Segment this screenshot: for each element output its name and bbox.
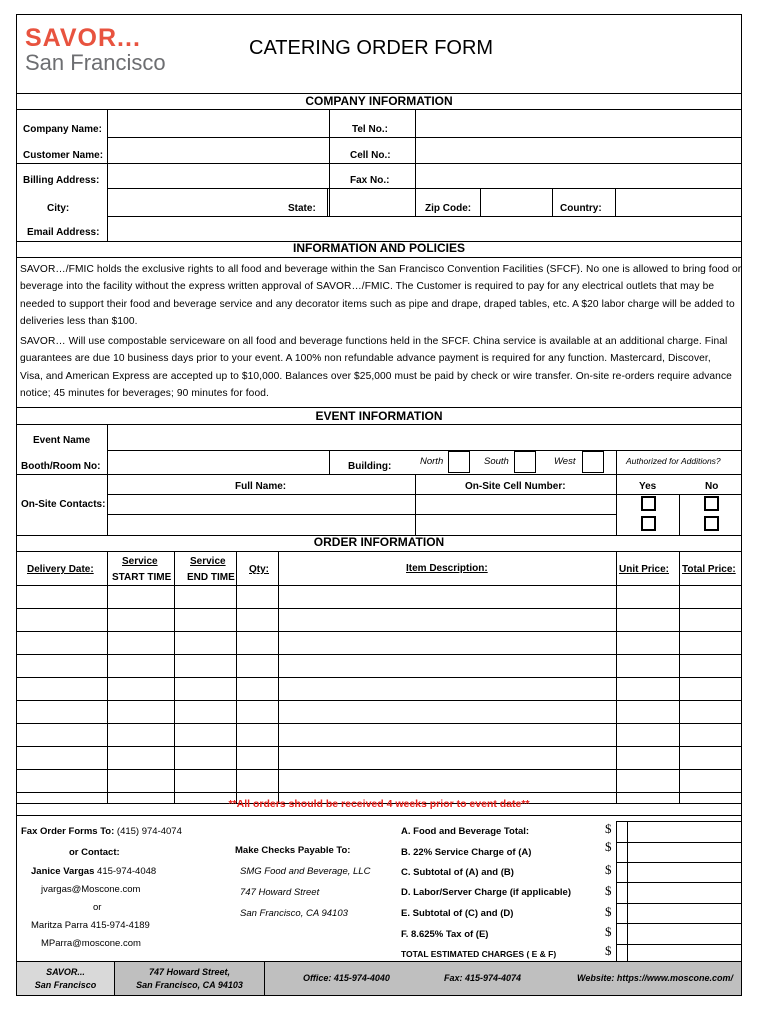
dollar-sign: $ <box>605 943 612 958</box>
total-a-field[interactable] <box>629 823 739 840</box>
service-end-header-1: Service <box>190 556 226 567</box>
totals-line <box>616 821 741 822</box>
row-line <box>107 137 741 138</box>
total-g-label: TOTAL ESTIMATED CHARGES ( E & F) <box>401 949 557 959</box>
dollar-sign: $ <box>605 924 612 939</box>
dollar-sign: $ <box>605 904 612 919</box>
authorized-label: Authorized for Additions? <box>626 456 721 466</box>
footer-bar <box>17 961 741 995</box>
col-line <box>107 110 108 241</box>
company-heading: COMPANY INFORMATION <box>17 93 741 110</box>
south-label: South <box>484 456 509 467</box>
page-title: CATERING ORDER FORM <box>249 37 494 59</box>
totals-line <box>616 923 741 924</box>
total-a-label: A. Food and Beverage Total: <box>401 826 530 837</box>
policy-paragraph-1: SAVOR…/FMIC holds the exclusive rights to all food and beverage within the San Francisco Convention Facilities (SFCF). No one is allowed to bring food or beverage into the facility without the express written approval of SAVOR…/FMIC. The Customer is required to pay for any electrical outlets that may be needed to support their food and beverage service and any decorator items such as pipe and drape, draped tables, etc. A $20 labor charge will be added to deliveries less than $100. <box>20 264 742 328</box>
col-line <box>107 425 108 535</box>
footer-address-line2: San Francisco, CA 94103 <box>136 980 243 990</box>
order-col-line <box>278 552 279 803</box>
checks-payable: Make Checks Payable To: <box>235 845 351 856</box>
order-row-line <box>17 631 741 632</box>
policy-paragraph-2: SAVOR… Will use compostable serviceware on all food and beverage functions held in the SFCF. China service is available at an additional charge. Final guarantees are due 10 business days prior to your event. A 100% non refundable advance payment is required for any function. Mastercard, Discover, Visa, and American Express are accepted up to $10,000. Balances over $25,000 must be paid by check or wire transfer. On-site re-orders require advance notice; 45 minutes for beverages; 90 minutes for food. <box>20 336 732 400</box>
dollar-sign: $ <box>605 883 612 898</box>
total-price-header: Total Price: <box>682 564 736 575</box>
service-start-header-1: Service <box>122 556 158 567</box>
billing-label: Billing Address: <box>23 175 100 186</box>
order-col-line <box>236 552 237 803</box>
logo-sf: San Francisco <box>25 50 166 75</box>
order-heading: ORDER INFORMATION <box>17 535 741 552</box>
city-label: City: <box>47 203 70 214</box>
no-label: No <box>705 481 719 492</box>
totals-line <box>616 882 741 883</box>
company-name-label: Company Name: <box>23 124 102 135</box>
maritza-email: MParra@moscone.com <box>41 938 141 949</box>
order-row-line <box>17 654 741 655</box>
no-checkbox-2[interactable] <box>704 516 719 531</box>
tel-label: Tel No.: <box>352 124 388 135</box>
janice-name: Janice Vargas <box>31 866 95 877</box>
delivery-date-header: Delivery Date: <box>27 564 94 575</box>
order-col-line <box>174 552 175 803</box>
footer-fax: Fax: 415-974-4074 <box>444 973 522 983</box>
col-line <box>415 474 416 535</box>
cell-label: Cell No.: <box>350 150 391 161</box>
or-text: or <box>93 902 102 913</box>
onsite-contacts-label: On-Site Contacts: <box>21 499 106 510</box>
row-line <box>107 494 741 495</box>
totals-line <box>616 842 741 843</box>
maritza-line: Maritza Parra 415-974-4189 <box>31 920 150 931</box>
fax-field[interactable] <box>418 166 738 186</box>
dollar-sign: $ <box>605 862 612 877</box>
booth-label: Booth/Room No: <box>21 461 101 472</box>
west-checkbox[interactable] <box>582 451 604 473</box>
fax-order-number: (415) 974-4074 <box>116 826 182 837</box>
totals-col-line <box>616 821 617 961</box>
north-label: North <box>420 456 444 467</box>
order-row-line <box>17 746 741 747</box>
footer-address <box>115 962 265 995</box>
col-line <box>327 188 328 216</box>
item-description-header: Item Description: <box>406 563 488 574</box>
unit-price-header: Unit Price: <box>619 564 670 575</box>
janice-email: jvargas@Moscone.com <box>41 884 141 895</box>
order-col-line <box>616 552 617 803</box>
dollar-sign: $ <box>605 821 612 836</box>
footer-website[interactable]: Website: https://www.moscone.com/ <box>577 973 734 983</box>
payee-name: SMG Food and Beverage, LLC <box>240 866 371 877</box>
building-label: Building: <box>348 461 392 472</box>
country-label: Country: <box>560 203 602 214</box>
janice-line <box>31 866 156 877</box>
col-line <box>616 450 617 535</box>
yes-label: Yes <box>639 481 657 492</box>
qty-header: Qty: <box>249 564 269 575</box>
total-b-label: B. 22% Service Charge of (A) <box>401 847 532 858</box>
event-name-label: Event Name <box>33 435 91 446</box>
footer-savor <box>17 962 115 995</box>
booth-field[interactable] <box>110 453 326 472</box>
order-row-line <box>17 723 741 724</box>
totals-line <box>616 862 741 863</box>
order-row-line <box>17 585 741 586</box>
yes-checkbox-1[interactable] <box>641 496 656 511</box>
logo <box>25 25 195 85</box>
policies-heading: INFORMATION AND POLICIES <box>17 241 741 258</box>
total-e-label: E. Subtotal of (C) and (D) <box>401 908 514 919</box>
order-row-line <box>17 677 741 678</box>
service-end-header-2: END TIME <box>187 572 235 583</box>
onsite-cell-label: On-Site Cell Number: <box>465 481 566 492</box>
col-line <box>329 450 330 474</box>
footer-top-line <box>17 815 741 816</box>
order-row-line <box>17 769 741 770</box>
order-row-line <box>17 792 741 793</box>
order-row-line <box>17 608 741 609</box>
total-c-label: C. Subtotal of (A) and (B) <box>401 867 514 878</box>
col-line <box>552 188 553 216</box>
footer-savor-line2: San Francisco <box>34 980 97 990</box>
customer-name-field[interactable] <box>110 140 326 161</box>
payee-street: 747 Howard Street <box>240 887 320 898</box>
footer-savor-line1: SAVOR... <box>46 967 85 977</box>
fax-label: Fax No.: <box>350 175 390 186</box>
totals-col-line <box>627 821 628 961</box>
yes-checkbox-2[interactable] <box>641 516 656 531</box>
north-checkbox[interactable] <box>448 451 470 473</box>
total-g-field[interactable] <box>629 946 739 960</box>
fax-order-line <box>21 826 182 837</box>
zip-label: Zip Code: <box>425 203 472 214</box>
full-name-label: Full Name: <box>235 481 287 492</box>
fax-order-label: Fax Order Forms To: <box>21 826 115 837</box>
order-notice: **All orders should be received 4 weeks prior to event date** <box>228 798 530 810</box>
or-contact: or Contact: <box>69 847 120 858</box>
row-line <box>107 188 741 189</box>
order-row-line <box>17 700 741 701</box>
row-line <box>107 450 741 451</box>
row-line <box>17 474 741 475</box>
totals-line <box>616 944 741 945</box>
billing-field[interactable] <box>110 166 326 186</box>
email-field[interactable] <box>110 219 738 239</box>
row-line <box>107 216 741 217</box>
email-label: Email Address: <box>27 227 100 238</box>
event-name-field[interactable] <box>110 428 738 448</box>
tel-field[interactable] <box>418 114 738 135</box>
logo-savor: SAVOR... <box>25 24 141 52</box>
janice-phone: 415-974-4048 <box>97 866 157 877</box>
company-name-field[interactable] <box>110 114 326 135</box>
col-line <box>615 188 616 216</box>
event-heading: EVENT INFORMATION <box>17 407 741 425</box>
cell-field[interactable] <box>418 140 738 161</box>
south-checkbox[interactable] <box>514 451 536 473</box>
no-checkbox-1[interactable] <box>704 496 719 511</box>
dollar-sign: $ <box>605 839 612 854</box>
footer-office: Office: 415-974-4040 <box>303 973 390 983</box>
total-d-label: D. Labor/Server Charge (if applicable) <box>401 887 571 898</box>
totals-line <box>616 903 741 904</box>
col-line <box>679 494 680 535</box>
catering-order-form <box>16 14 742 996</box>
order-col-line <box>107 552 108 803</box>
col-line <box>415 110 416 216</box>
total-f-label: F. 8.625% Tax of (E) <box>401 929 489 940</box>
row-line <box>17 163 741 164</box>
footer-address-line1: 747 Howard Street, <box>148 967 231 977</box>
order-col-line <box>679 552 680 803</box>
state-label: State: <box>288 203 316 214</box>
service-start-header-2: START TIME <box>112 572 172 583</box>
west-label: West <box>554 456 576 467</box>
col-line <box>480 188 481 216</box>
customer-name-label: Customer Name: <box>23 150 104 161</box>
row-line <box>107 514 617 515</box>
payee-city: San Francisco, CA 94103 <box>240 908 348 919</box>
col-line <box>329 110 330 216</box>
